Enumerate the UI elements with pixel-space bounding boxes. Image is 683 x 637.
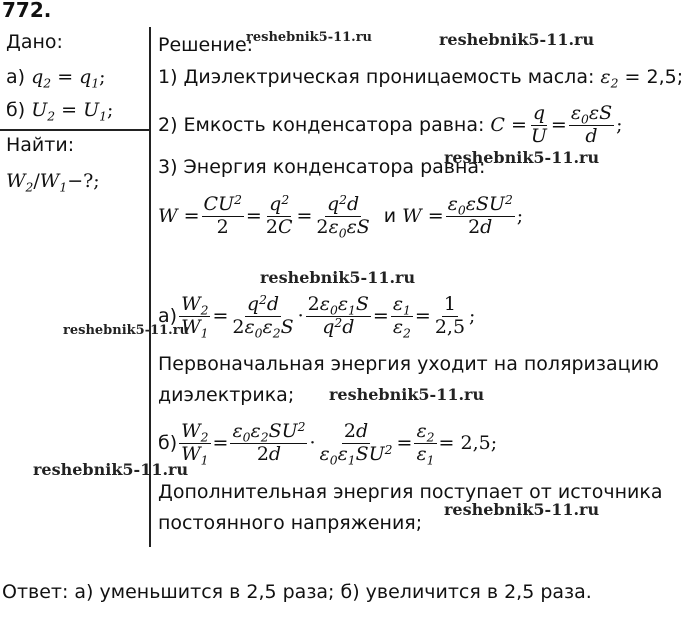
solution-label: Решение: [158, 34, 254, 56]
watermark: reshebnik5-11.ru [444, 500, 600, 519]
frac-capacitance: $\frac{\varepsilon_0\varepsilon S}{d}$ [570, 101, 613, 147]
frac-esu2: $\frac{\varepsilon_0\varepsilon SU^2}{2d}$ [447, 192, 513, 238]
frac-q2-2c: $\frac{q^2}{2C}$ [265, 192, 293, 238]
part-a-formula: а) $\frac{W_2}{W_1}$ = $\frac{q^2d}{2\varepsilon_0\varepsilon_2S}$ · $\frac{2\varepsilon_0\varepsilon_1S}{q^2d}$ = $\frac{\varepsilon_1}{\varepsilon_2}$ = $\frac{1}{2,5}$ ; [158, 292, 476, 340]
given-b-prefix: б) [6, 99, 26, 121]
answer: Ответ: а) уменьшится в 2,5 раза; б) увеличится в 2,5 раза. [2, 581, 592, 603]
step2-text: 2) Емкость конденсатора равна: [158, 114, 485, 136]
step1-text: 1) Диэлектрическая проницаемость масла: [158, 66, 595, 88]
frac-cu2: $\frac{CU^2}{2}$ [203, 192, 242, 238]
step1-value: = 2,5; [624, 66, 683, 88]
step1-epsilon: $\varepsilon_2$ [600, 66, 619, 91]
frac-q-over-u: $\frac{q}{U}$ [530, 101, 547, 147]
step2: 2) Емкость конденсатора равна: C = $\frac{q}{U}$ = $\frac{\varepsilon_0\varepsilon S}{d}$ ; [158, 101, 623, 147]
energy-formulas: W = $\frac{CU^2}{2}$ = $\frac{q^2}{2C}$ = $\frac{q^2d}{2\varepsilon_0\varepsilon S}$ и W = $\frac{\varepsilon_0\varepsilon SU^2}{2d}$ ; [158, 192, 524, 240]
step1 [158, 66, 683, 91]
watermark: reshebnik5-11.ru [444, 148, 600, 167]
watermark: reshebnik5-11.ru [246, 30, 373, 45]
watermark: reshebnik5-11.ru [33, 460, 189, 479]
text-a-line2: диэлектрика; [158, 384, 295, 406]
find-label: Найти: [6, 134, 75, 156]
part-b-prefix: б) [158, 432, 178, 454]
frac-q2d: $\frac{q^2d}{2\varepsilon_0\varepsilon S}$ [316, 192, 370, 240]
given-a-prefix: а) [6, 66, 26, 88]
problem-number: 772. [2, 0, 52, 22]
text-a-line1: Первоначальная энергия уходит на поляризацию [158, 353, 659, 375]
given-a [6, 66, 106, 91]
watermark: reshebnik5-11.ru [260, 268, 416, 287]
step3-text: 3) Энергия конденсатора равна: [158, 156, 486, 178]
given-a-formula: $q_2 = q_1$; [31, 66, 106, 91]
given-b [6, 99, 114, 124]
text-b-line1: Дополнительная энергия поступает от источника [158, 481, 663, 503]
find-formula: $W_2/W_1-$?; [6, 170, 100, 195]
part-b-formula: б) $\frac{W_2}{W_1}$ = $\frac{\varepsilon_0\varepsilon_2SU^2}{2d}$ · $\frac{2d}{\varepsilon_0\varepsilon_1SU^2}$ = $\frac{\varepsilon_2}{\varepsilon_1}$ = 2,5; [158, 419, 498, 467]
and-word: и [383, 205, 397, 227]
watermark: reshebnik5-11.ru [63, 323, 190, 338]
given-label: Дано: [6, 31, 63, 53]
watermark: reshebnik5-11.ru [329, 385, 485, 404]
watermark: reshebnik5-11.ru [439, 30, 595, 49]
part-a-result: $\frac{1}{2,5}$ [434, 292, 466, 338]
step2-formula: C = [490, 114, 527, 136]
part-b-result: = 2,5; [438, 432, 498, 454]
text-b-line2: постоянного напряжения; [158, 512, 423, 534]
part-a-prefix: а) [158, 305, 178, 327]
given-b-formula: $U_2 = U_1$; [31, 99, 114, 124]
divider-given [0, 129, 150, 131]
